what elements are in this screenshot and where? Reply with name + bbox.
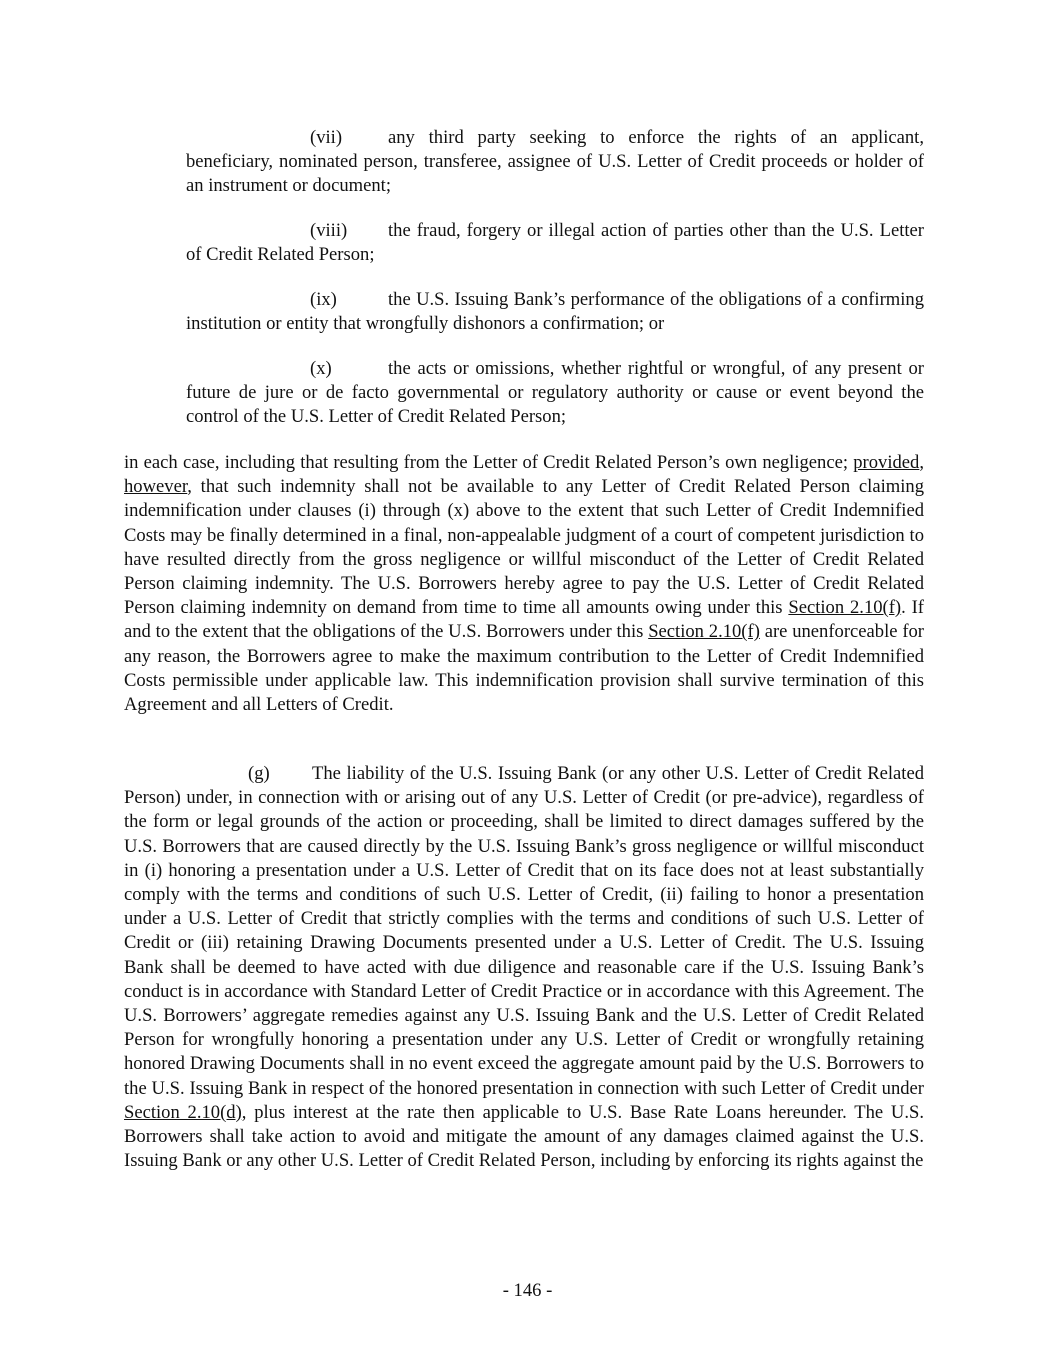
clause-ix [186,288,924,336]
clause-vii [186,126,924,199]
paragraph-text: , that such indemnity shall not be available to any Letter of Credit Related Person claiming indemnification under clauses (i) through (x) above to the extent that such Letter of Credit Indemnified Costs may be finally determined in a final, non-appealable judgment of a court of competent jurisdiction to have resulted directly from the gross negligence or willful misconduct of the Letter of Credit Related Person claiming indemnity. The U.S. Borrowers hereby agree to pay the U.S. Letter of Credit Related Person claiming indemnity on demand from time to time all amounts owing under this [124,476,924,619]
paragraph-text: . If and to the extent that the obligations of the U.S. Borrowers under this [124,597,924,643]
section-reference: Section 2.10(d) [124,1101,242,1123]
section-reference: Section 2.10(f) [788,597,902,619]
paragraph-text: in each case, including that resulting from the Letter of Credit Related Person’s own negligence; [124,452,854,473]
provided-term: provided [853,452,920,473]
paragraph-text: The liability of the U.S. Issuing Bank (or any other U.S. Letter of Credit Related Person) under, in connection with or arising out of any U.S. Letter of Credit (or pre-advice), regardless of the form or legal grounds of the action or proceeding, shall be limited to direct damages suffered by the U.S. Borrowers that are caused directly by the U.S. Issuing Bank’s gross negligence or willful misconduct in (i) honoring a presentation under a U.S. Letter of Credit that on its face does not at least substantially comply with the terms and conditions of such U.S. Letter of Credit, (ii) failing to honor a presentation under a U.S. Letter of Credit that strictly complies with the terms and conditions of such U.S. Letter of Credit or (iii) retaining Drawing Documents presented under a U.S. Letter of Credit. The U.S. Issuing Bank shall be deemed to have acted with due diligence and reasonable care if the U.S. Issuing Bank’s conduct is in accordance with Standard Letter of Credit Practice or in accordance with this Agreement. The U.S. Borrowers’ aggregate remedies against any U.S. Issuing Bank and the U.S. Letter of Credit Related Person for wrongfully honoring a presentation under any U.S. Letter of Credit or wrongfully retaining honored Drawing Documents shall in no event exceed the aggregate amount paid by the U.S. Borrowers to the U.S. Issuing Bank in respect of the honored presentation in connection with such Letter of Credit under [124,763,924,1099]
clause-x [186,357,924,430]
clause-text: the U.S. Issuing Bank’s performance of the obligations of a confirming institution or entity that wrongfully dishonors a confirmation; or [186,289,924,335]
clause-viii [186,219,924,267]
paragraph-number: (g) [248,763,270,784]
clause-number: (x) [310,358,332,379]
clause-text: any third party seeking to enforce the rights of an applicant, beneficiary, nominated person, transferee, assignee of U.S. Letter of Credit proceeds or holder of an instrument or document; [186,127,924,197]
clause-text: the acts or omissions, whether rightful or wrongful, of any present or future de jure or de facto governmental or regulatory authority or cause or event beyond the control of the U.S. Letter of Credit Related Person; [186,358,924,428]
page-number: - 146 - [502,1280,553,1301]
clause-number: (ix) [310,289,337,310]
clause-number: (viii) [310,220,348,241]
indemnity-paragraph [124,451,924,717]
paragraph-text: are unenforceable for any reason, the Borrowers agree to make the maximum contribution to the Letter of Credit Indemnified Costs permissible under applicable law. This indemnification provision shall survive termination of this Agreement and all Letters of Credit. [124,621,924,716]
paragraph-g [124,762,924,1173]
clause-text: the fraud, forgery or illegal action of parties other than the U.S. Letter of Credit Related Person; [186,220,924,266]
paragraph-text: , [919,452,924,473]
however-term: however [124,476,188,498]
section-reference: Section 2.10(f) [648,621,760,643]
clause-number: (vii) [310,127,343,148]
paragraph-text: , plus interest at the rate then applicable to U.S. Base Rate Loans hereunder. The U.S. Borrowers shall take action to avoid and mitigate the amount of any damages claimed against the U.S. Issuing Bank or any other U.S. Letter of Credit Related Person, including by enforcing its rights against the [124,1101,924,1172]
